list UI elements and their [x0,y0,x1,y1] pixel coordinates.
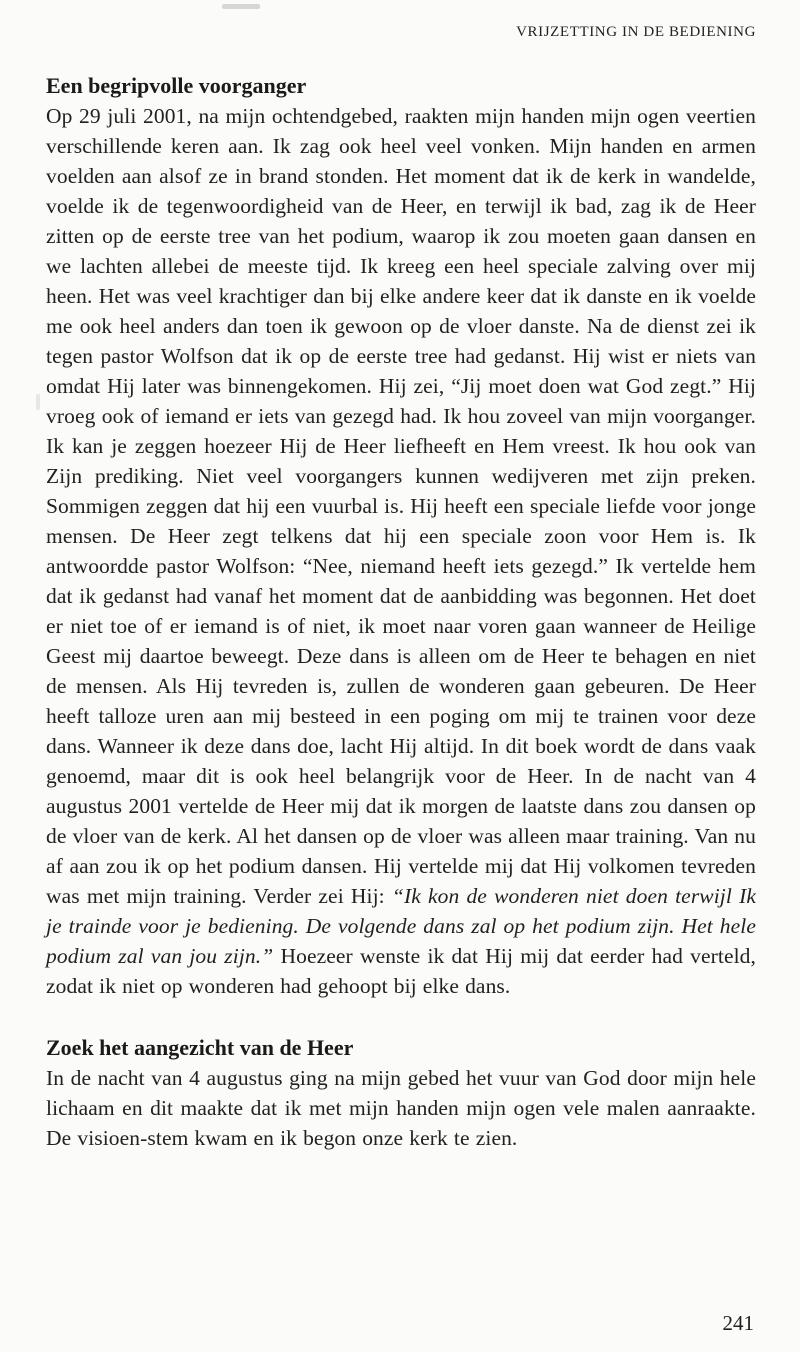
scan-artifact [222,4,260,9]
paragraph-text: Hoezeer wenste ik dat Hij mij dat eerder had verteld, zodat ik niet op wonderen had gehoopt bij elke dans. [46,944,756,998]
paragraph [46,101,756,1001]
paragraph-text: Op 29 juli 2001, na mijn ochtendgebed, raakten mijn handen mijn ogen veertien verschillende keren aan. Ik zag ook heel veel vonken. Mijn handen en armen voelden aan alsof ze in brand stonden. Het moment dat ik de kerk in wandelde, voelde ik de tegenwoordigheid van de Heer, en terwijl ik bad, zag ik de Heer zitten op de eerste tree van het podium, waarop ik zou moeten gaan dansen en we lachten allebei de meeste tijd. Ik kreeg een heel speciale zalving over mij heen. Het was veel krachtiger dan bij elke andere keer dat ik danste en ik voelde me ook heel anders dan toen ik gewoon op de vloer danste. Na de dienst zei ik tegen pastor Wolfson dat ik op de eerste tree had gedanst. Hij wist er niets van omdat Hij later was binnengekomen. Hij zei, “Jij moet doen wat God zegt.” Hij vroeg ook of iemand er iets van gezegd had. Ik hou zoveel van mijn voorganger. Ik kan je zeggen hoezeer Hij de Heer liefheeft en Hem vreest. Ik hou ook van Zijn prediking. Niet veel voorgangers kunnen wedijveren met zijn preken. Sommigen zeggen dat hij een vuurbal is. Hij heeft een speciale liefde voor jonge mensen. De Heer zegt telkens dat hij een speciale zoon voor Hem is. Ik antwoordde pastor Wolfson: “Nee, niemand heeft iets gezegd.” Ik vertelde hem dat ik gedanst had vanaf het moment dat de aanbidding was begonnen. Het doet er niet toe of er iemand is of niet, ik moet naar voren gaan wanneer de Heilige Geest mij daartoe beweegt. Deze dans is alleen om de Heer te behagen en niet de mensen. Als Hij tevreden is, zullen de wonderen gaan gebeuren. De Heer heeft talloze uren aan mij besteed in een poging om mij te trainen voor deze dans. Wanneer ik deze dans doe, lacht Hij altijd. In dit boek wordt de dans vaak genoemd, maar dit is ook heel belangrijk voor de Heer. In de nacht van 4 augustus 2001 vertelde de Heer mij dat ik morgen de laatste dans zou dansen op de vloer van de kerk. Al het dansen op de vloer was alleen maar training. Van nu af aan zou ik op het podium dansen. Hij vertelde mij dat Hij volkomen tevreden was met mijn training. Verder zei Hij: [46,104,756,908]
running-header: VRIJZETTING IN DE BEDIENING [516,24,756,40]
section-heading: Zoek het aangezicht van de Heer [46,1035,354,1060]
section-een-begripvolle-voorganger [46,71,756,1001]
paragraph: In de nacht van 4 augustus ging na mijn gebed het vuur van God door mijn hele lichaam en dit maakte dat ik met mijn handen mijn ogen vele malen aanraakte. De visioen-stem kwam en ik begon onze kerk te zien. [46,1066,756,1150]
section-heading: Een begripvolle voorganger [46,73,307,98]
page-number: 241 [722,1311,754,1335]
section-zoek-het-aangezicht [46,1033,756,1153]
scan-artifact [36,394,40,410]
quote-italic-text: “Ik kon de wonderen niet doen terwijl Ik je trainde voor je bediening. De volgende dans zal op het podium zijn. Het hele podium zal van jou zijn.” [46,884,756,968]
